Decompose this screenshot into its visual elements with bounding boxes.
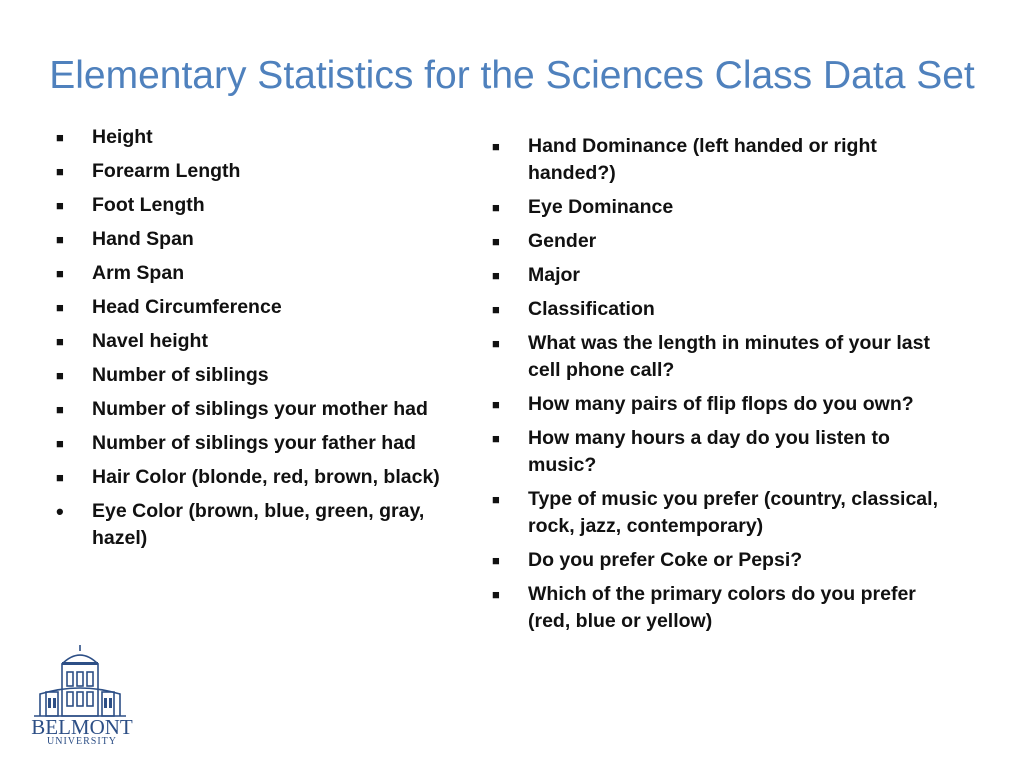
list-item — [50, 464, 475, 491]
list-item-text: Hand Span — [92, 228, 194, 250]
list-item-text: Foot Length — [92, 194, 205, 216]
list-item-text: Hand Dominance (left handed or right handed?) — [528, 135, 877, 184]
list-item — [50, 430, 475, 457]
slide-title: Elementary Statistics for the Sciences Class Data Set — [49, 54, 975, 97]
square-bullet-icon: ■ — [56, 470, 64, 485]
square-bullet-icon: ■ — [492, 302, 500, 317]
list-item-text: Number of siblings your father had — [92, 432, 416, 454]
square-bullet-icon: ■ — [492, 200, 500, 215]
square-bullet-icon: ■ — [492, 234, 500, 249]
square-bullet-icon: ■ — [492, 397, 500, 412]
square-bullet-icon: ■ — [56, 164, 64, 179]
list-item-text: Hair Color (blonde, red, brown, black) — [92, 466, 440, 488]
square-bullet-icon: ■ — [56, 130, 64, 145]
square-bullet-icon: ■ — [56, 266, 64, 281]
right-bullet-list — [486, 133, 956, 642]
list-item-text: Head Circumference — [92, 296, 282, 318]
square-bullet-icon: ■ — [56, 198, 64, 213]
list-item — [486, 486, 956, 540]
list-item-text: Forearm Length — [92, 160, 241, 182]
list-item-text: Eye Dominance — [528, 196, 674, 218]
list-item — [486, 262, 956, 289]
list-item-text: Number of siblings your mother had — [92, 398, 428, 420]
list-item — [486, 228, 956, 255]
list-item — [50, 226, 475, 253]
round-bullet-icon: • — [56, 499, 64, 524]
list-item — [486, 547, 956, 574]
list-item — [50, 362, 475, 389]
square-bullet-icon: ■ — [492, 268, 500, 283]
list-item — [486, 391, 956, 418]
list-item — [486, 330, 956, 384]
list-item — [50, 158, 475, 185]
square-bullet-icon: ■ — [56, 368, 64, 383]
square-bullet-icon: ■ — [56, 334, 64, 349]
square-bullet-icon: ■ — [56, 300, 64, 315]
list-item-text: Arm Span — [92, 262, 185, 284]
list-item-text: Number of siblings — [92, 364, 269, 386]
belmont-logo — [18, 642, 142, 752]
list-item — [50, 294, 475, 321]
list-item-text: Do you prefer Coke or Pepsi? — [528, 549, 803, 571]
list-item — [486, 425, 956, 479]
square-bullet-icon: ■ — [492, 553, 500, 568]
list-item-text: Eye Color (brown, blue, green, gray, hazel) — [92, 500, 425, 549]
list-item — [50, 498, 475, 552]
list-item-text: How many pairs of flip flops do you own? — [528, 393, 914, 415]
list-item-text: What was the length in minutes of your last cell phone call? — [528, 332, 930, 381]
logo-name: BELMONT — [31, 715, 133, 739]
list-item — [50, 396, 475, 423]
square-bullet-icon: ■ — [56, 232, 64, 247]
logo-subtitle: UNIVERSITY — [47, 736, 117, 747]
list-item-text: Major — [528, 264, 581, 286]
square-bullet-icon: ■ — [492, 139, 500, 154]
list-item-text: Height — [92, 126, 153, 148]
list-item — [486, 296, 956, 323]
bell-tower-icon — [18, 642, 142, 722]
list-item — [486, 194, 956, 221]
list-item — [50, 260, 475, 287]
list-item-text: Type of music you prefer (country, classical, rock, jazz, contemporary) — [528, 488, 938, 537]
square-bullet-icon: ■ — [56, 402, 64, 417]
list-item — [50, 124, 475, 151]
left-bullet-list — [50, 124, 475, 559]
list-item — [50, 328, 475, 355]
list-item — [486, 133, 956, 187]
square-bullet-icon: ■ — [492, 336, 500, 351]
list-item-text: Classification — [528, 298, 655, 320]
list-item — [50, 192, 475, 219]
list-item-text: Gender — [528, 230, 597, 252]
square-bullet-icon: ■ — [56, 436, 64, 451]
list-item-text: How many hours a day do you listen to music? — [528, 427, 890, 476]
list-item — [486, 581, 956, 635]
square-bullet-icon: ■ — [492, 492, 500, 507]
square-bullet-icon: ■ — [492, 431, 500, 446]
list-item-text: Navel height — [92, 330, 208, 352]
list-item-text: Which of the primary colors do you prefer (red, blue or yellow) — [528, 583, 916, 632]
square-bullet-icon: ■ — [492, 587, 500, 602]
